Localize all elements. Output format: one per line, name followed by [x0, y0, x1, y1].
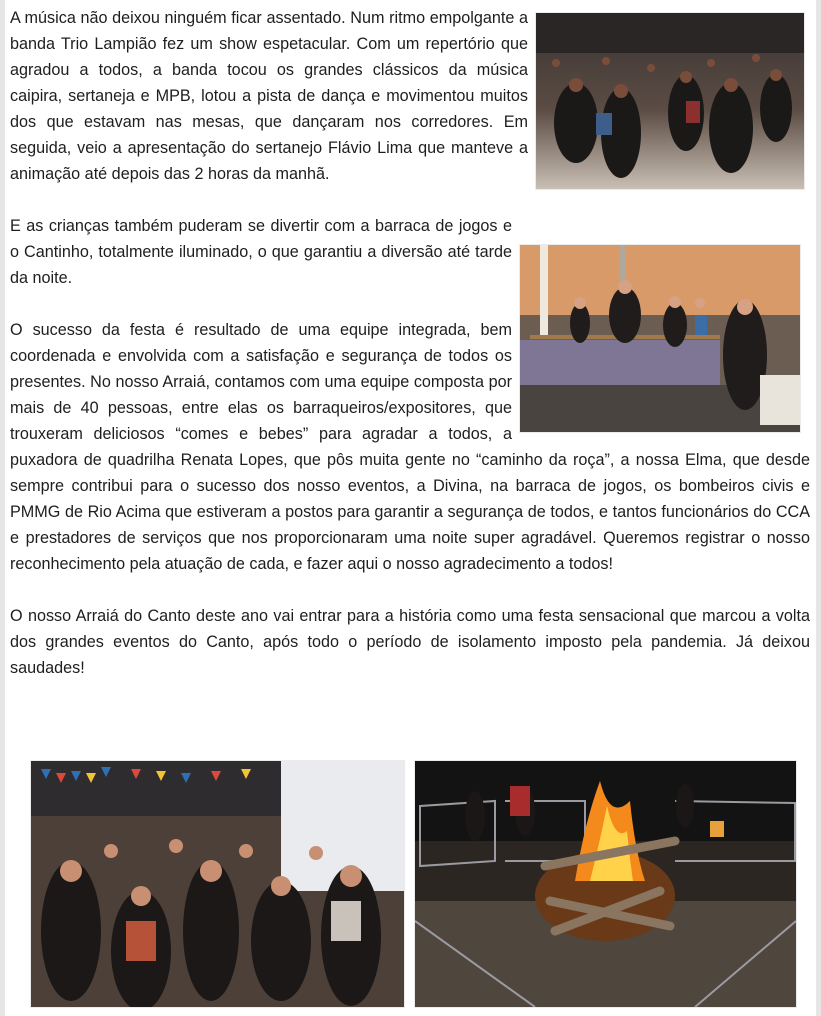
paragraph-team: O sucesso da festa é resultado de uma equipe integrada, bem coordenada e envolvida com a satisfação e segurança de todos os presentes. No nosso Arraiá, contamos com uma equipe composta por mais de 40 pessoas, entre elas os barraqueiros/expositores, que trouxeram deliciosos “comes e bebes” para agradar a todos, a puxadora de quadrilha Renata Lopes, que pôs muita gente no “caminho da roça”, a nossa Elma, que desde sempre contribui para o sucesso dos nosso eventos, a Divina, na barraca de jogos, os bombeiros civis e PMMG de Rio Acima que estiveram a postos para garantir a segurança de todos, e tantos funcionários do CCA e prestadores de serviços que nos proporcionaram uma noite super agradável. Queremos registrar o nosso reconhecimento pela atuação de cada, e fazer aqui o nosso agradecimento a todos! — [10, 317, 810, 577]
festival-crowd-photo — [31, 761, 404, 1007]
paragraph-music: A música não deixou ninguém ficar assentado. Num ritmo empolgante a banda Trio Lampião fez um show espetacular. Com um repertório que agradou a todos, a banda tocou os grandes clássicos da música caipira, sertaneja e MPB, lotou a pista de dança e movimentou muitos dos que estavam nas mesas, que dançaram nos corredores. Em seguida, veio a apresentação do sertanejo Flávio Lima que manteve a animação até depois das 2 horas da manhã. — [10, 9, 528, 183]
festival-crowd-image — [31, 761, 404, 1007]
article-page — [5, 0, 816, 1016]
bonfire-photo — [415, 761, 796, 1007]
paragraph-closing: O nosso Arraiá do Canto deste ano vai entrar para a história como uma festa sensacional que marcou a volta dos grandes eventos do Canto, após todo o período de isolamento imposto pela pandemia. Já deixou saudades! — [10, 607, 810, 677]
bonfire-image — [415, 761, 796, 1007]
photo-wrap-spacer — [512, 317, 810, 425]
article-body — [10, 5, 810, 681]
paragraph-children: E as crianças também puderam se divertir com a barraca de jogos e o Cantinho, totalmente iluminado, o que garantiu a diversão até tarde da noite. — [10, 217, 512, 287]
